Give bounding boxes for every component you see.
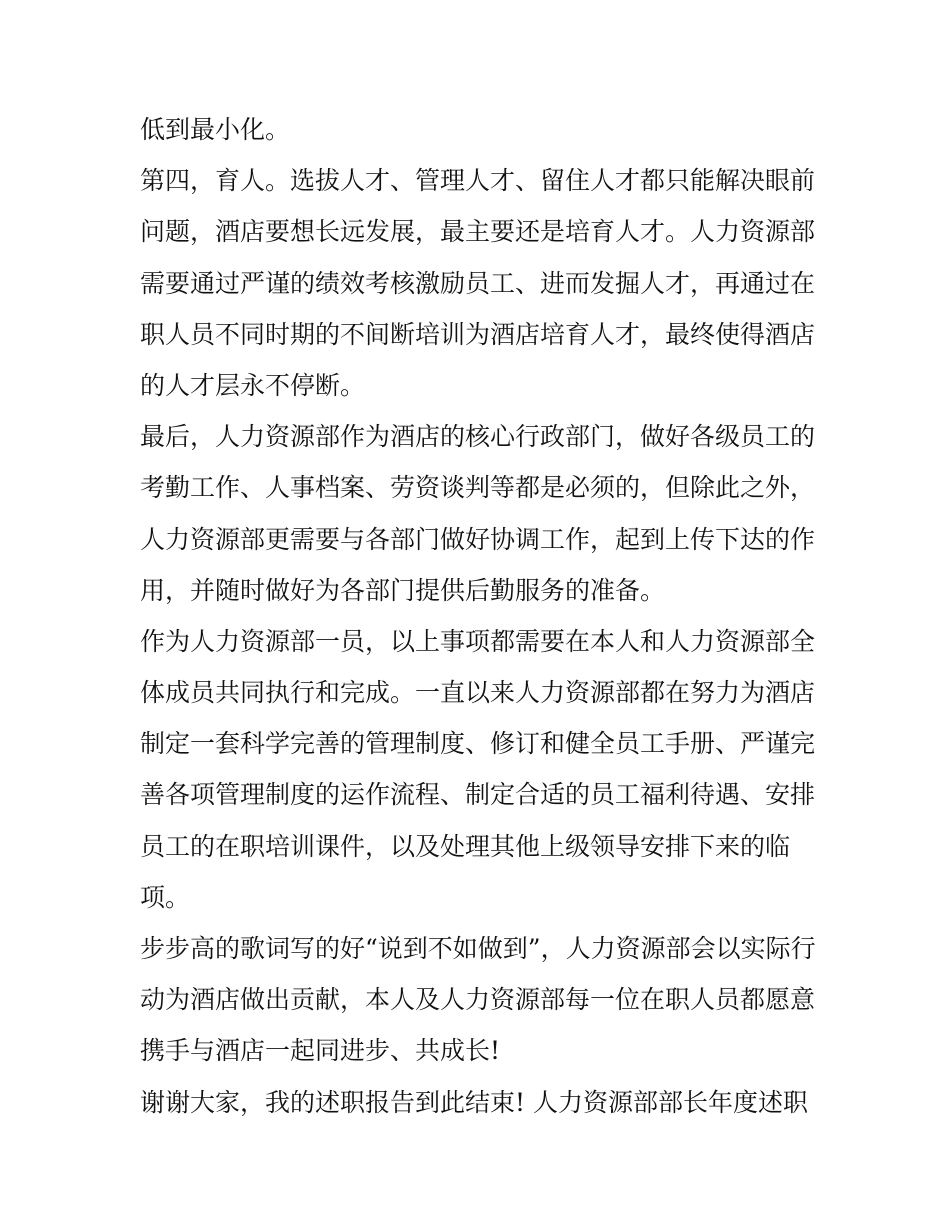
document-body bbox=[140, 104, 820, 1128]
text-line: 项。 bbox=[140, 882, 191, 912]
text-line: 考勤工作、人事档案、劳资谈判等都是必须的，但除此之外， bbox=[140, 473, 816, 503]
text-line: 需要通过严谨的绩效考核激励员工、进而发掘人才，再通过在 bbox=[140, 268, 816, 298]
text-line: 作为人力资源部一员，以上事项都需要在本人和人力资源部全 bbox=[140, 626, 816, 656]
text-line: 最后，人力资源部作为酒店的核心行政部门，做好各级员工的 bbox=[140, 422, 816, 452]
text-line: 员工的在职培训课件，以及处理其他上级领导安排下来的临 bbox=[140, 831, 791, 861]
text-line: 谢谢大家，我的述职报告到此结束! 人力资源部部长年度述职 bbox=[140, 1087, 808, 1117]
text-line: 体成员共同执行和完成。一直以来人力资源部都在努力为酒店 bbox=[140, 678, 816, 708]
text-line: 步步高的歌词写的好“说到不如做到”，人力资源部会以实际行 bbox=[140, 934, 816, 963]
text-line: 人力资源部更需要与各部门做好协调工作，起到上传下达的作 bbox=[140, 524, 816, 554]
text-line: 的人才层永不停断。 bbox=[140, 370, 366, 400]
text-line: 用，并随时做好为各部门提供后勤服务的准备。 bbox=[140, 575, 666, 605]
text-line: 低到最小化。 bbox=[140, 115, 291, 144]
text-line: 问题，酒店要想长远发展，最主要还是培育人才。人力资源部 bbox=[140, 217, 816, 247]
text-line: 善各项管理制度的运作流程、制定合适的员工福利待遇、安排 bbox=[140, 780, 816, 810]
text-line: 制定一套科学完善的管理制度、修订和健全员工手册、严谨完 bbox=[140, 729, 816, 759]
text-line: 携手与酒店一起同进步、共成长! bbox=[140, 1036, 501, 1066]
text-line: 职人员不同时期的不间断培训为酒店培育人才，最终使得酒店 bbox=[140, 319, 816, 349]
text-line: 第四，育人。选拔人才、管理人才、留住人才都只能解决眼前 bbox=[140, 166, 816, 196]
text-line: 动为酒店做出贡献，本人及人力资源部每一位在职人员都愿意 bbox=[140, 985, 816, 1015]
